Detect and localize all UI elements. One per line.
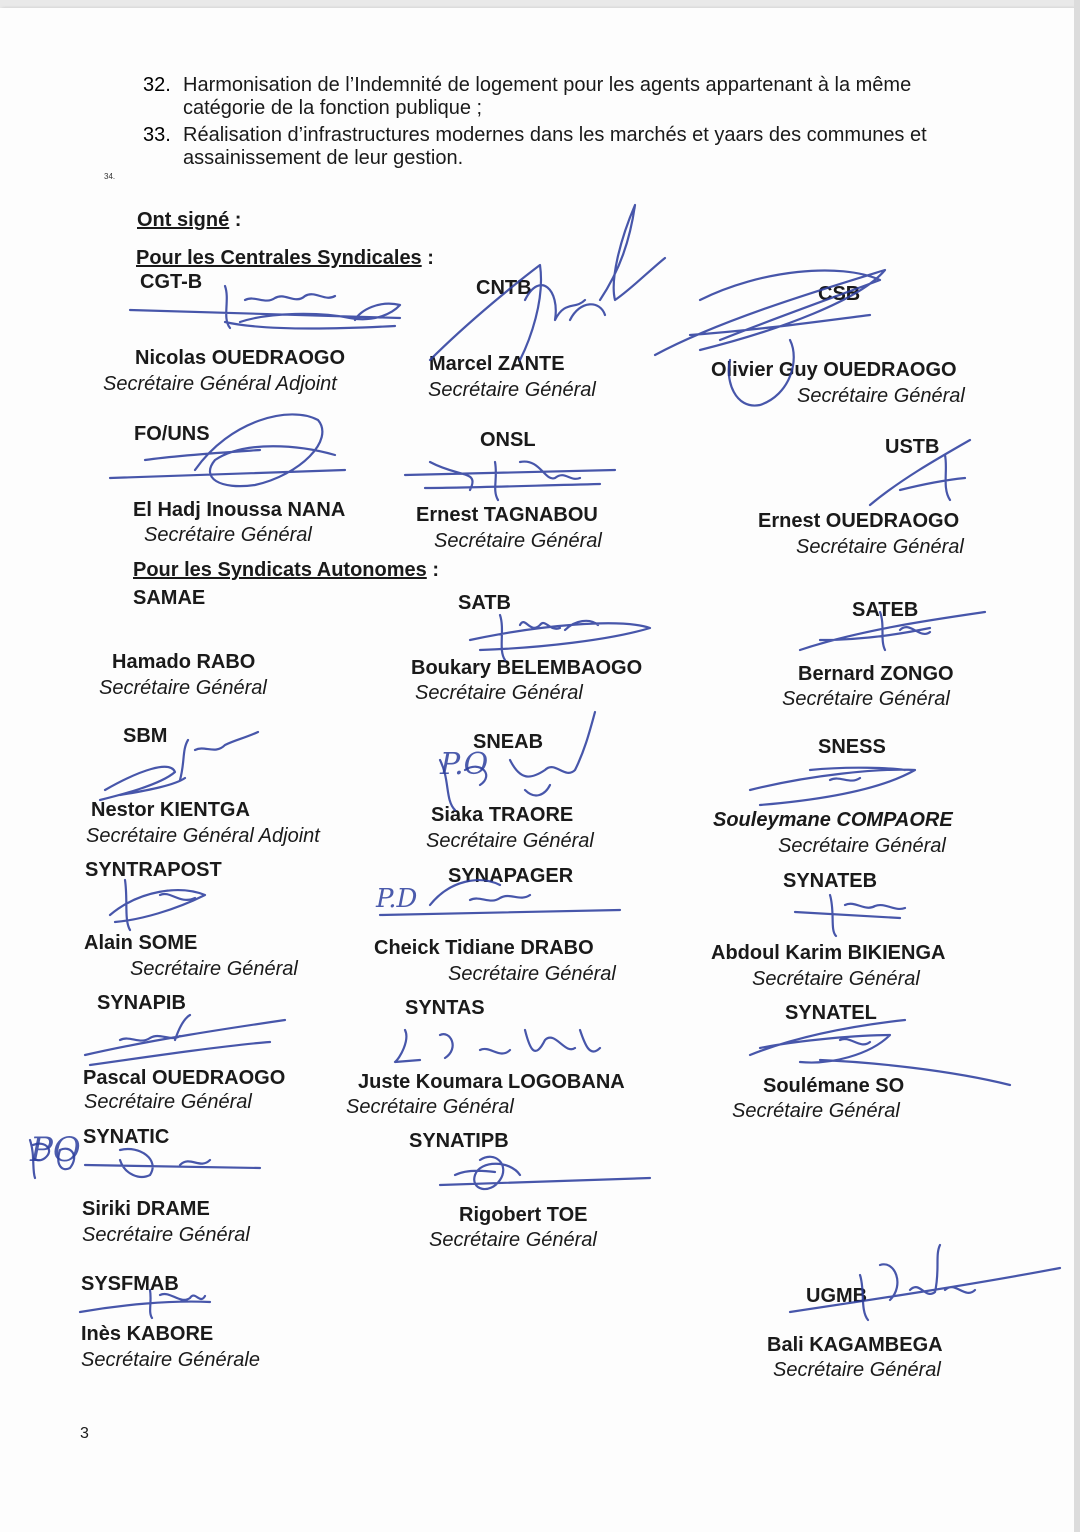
signatory-name: Abdoul Karim BIKIENGA bbox=[711, 942, 946, 964]
signatory-title: Secrétaire Général bbox=[732, 1100, 900, 1122]
signatory-name: Siaka TRAORE bbox=[431, 804, 574, 826]
signatory-name: Bernard ZONGO bbox=[798, 663, 954, 685]
org-label: USTB bbox=[885, 436, 940, 458]
org-label: SYNATIC bbox=[83, 1126, 170, 1148]
list-number: 33. bbox=[143, 124, 171, 146]
signatory-title: Secrétaire Général bbox=[434, 530, 602, 552]
signatory-name: Siriki DRAME bbox=[82, 1198, 210, 1220]
signatory-title: Secrétaire Général bbox=[346, 1096, 514, 1118]
margin-mark: 34. bbox=[104, 172, 116, 181]
signatory-title: Secrétaire Général bbox=[82, 1224, 250, 1246]
signatory-name: Pascal OUEDRAOGO bbox=[83, 1067, 286, 1089]
signatory-title: Secrétaire Général bbox=[778, 835, 946, 857]
org-label: SYNATEL bbox=[785, 1002, 877, 1024]
page-number: 3 bbox=[80, 1425, 89, 1442]
org-label: CNTB bbox=[476, 277, 532, 299]
signatory-title: Secrétaire Général bbox=[797, 385, 965, 407]
page-edge bbox=[1074, 0, 1080, 1532]
signed-heading: Ont signé : bbox=[137, 209, 242, 231]
org-label: SYSFMAB bbox=[81, 1273, 179, 1295]
signatory-title: Secrétaire Général Adjoint bbox=[103, 373, 337, 395]
signatory-title: Secrétaire Général bbox=[796, 536, 964, 558]
handwritten-po-mark: P.D bbox=[376, 884, 418, 914]
signatory-title: Secrétaire Général bbox=[429, 1229, 597, 1251]
org-label: FO/UNS bbox=[134, 423, 210, 445]
centrales-heading: Pour les Centrales Syndicales : bbox=[136, 247, 434, 269]
signatory-name: Marcel ZANTE bbox=[429, 353, 565, 375]
signatory-name: Ernest TAGNABOU bbox=[416, 504, 598, 526]
handwritten-po-mark: PO bbox=[30, 1130, 81, 1170]
list-item-text: Harmonisation de l’Indemnité de logement pour les agents appartenant à la même catégorie de la fonction publique ; bbox=[183, 74, 912, 119]
org-label: SBM bbox=[123, 725, 168, 747]
org-label: SYNAPIB bbox=[97, 992, 186, 1014]
signatory-title: Secrétaire Général bbox=[773, 1359, 941, 1381]
signatory-title: Secrétaire Général bbox=[84, 1091, 252, 1113]
signatory-title: Secrétaire Général bbox=[782, 688, 950, 710]
signatory-name: Alain SOME bbox=[84, 932, 198, 954]
signatory-name: Nestor KIENTGA bbox=[91, 799, 250, 821]
signatory-title: Secrétaire Général bbox=[144, 524, 312, 546]
signatory-title: Secrétaire Général bbox=[99, 677, 267, 699]
org-label: SYNAPAGER bbox=[448, 865, 574, 887]
document-page bbox=[0, 8, 1074, 1532]
signatory-name: Inès KABORE bbox=[81, 1323, 214, 1345]
signatory-title: Secrétaire Général bbox=[426, 830, 594, 852]
signatory-title: Secrétaire Général bbox=[130, 958, 298, 980]
signatory-name: Ernest OUEDRAOGO bbox=[758, 510, 960, 532]
signatory-name: Souleymane COMPAORE bbox=[713, 809, 953, 831]
signatory-name: Bali KAGAMBEGA bbox=[767, 1334, 943, 1356]
org-label: SATB bbox=[458, 592, 511, 614]
signatory-name: Rigobert TOE bbox=[459, 1204, 588, 1226]
org-label: SYNTAS bbox=[405, 997, 485, 1019]
handwritten-po-mark: P.O bbox=[440, 747, 489, 782]
org-label: SATEB bbox=[852, 599, 919, 621]
signatory-title: Secrétaire Générale bbox=[81, 1349, 260, 1371]
signatory-title: Secrétaire Général bbox=[752, 968, 920, 990]
list-item-text: Réalisation d’infrastructures modernes dans les marchés et yaars des communes et assainissement de leur gestion. bbox=[183, 124, 927, 169]
signatory-name: Hamado RABO bbox=[112, 651, 256, 673]
org-label: CGT-B bbox=[140, 271, 203, 293]
signatory-title: Secrétaire Général bbox=[415, 682, 583, 704]
org-label: SYNTRAPOST bbox=[85, 859, 222, 881]
org-label: UGMB bbox=[806, 1285, 868, 1307]
signatory-name: Juste Koumara LOGOBANA bbox=[358, 1071, 625, 1093]
org-label: SAMAE bbox=[133, 587, 206, 609]
signatory-title: Secrétaire Général bbox=[448, 963, 616, 985]
signatory-title: Secrétaire Général Adjoint bbox=[86, 825, 320, 847]
signatory-name: Soulémane SO bbox=[763, 1075, 905, 1097]
org-label: SYNATEB bbox=[783, 870, 878, 892]
signatory-name: El Hadj Inoussa NANA bbox=[133, 499, 346, 521]
signatory-name: Olivier Guy OUEDRAOGO bbox=[711, 359, 957, 381]
signatory-name: Nicolas OUEDRAOGO bbox=[135, 347, 346, 369]
signatory-title: Secrétaire Général bbox=[428, 379, 596, 401]
org-label: SNESS bbox=[818, 736, 886, 758]
signatory-name: Cheick Tidiane DRABO bbox=[374, 937, 594, 959]
org-label: SYNATIPB bbox=[409, 1130, 509, 1152]
org-label: SNEAB bbox=[473, 731, 544, 753]
org-label: ONSL bbox=[480, 429, 536, 451]
signatory-name: Boukary BELEMBAOGO bbox=[411, 657, 643, 679]
list-number: 32. bbox=[143, 74, 171, 96]
org-label: CSB bbox=[818, 283, 861, 305]
autonomes-heading: Pour les Syndicats Autonomes : bbox=[133, 559, 440, 581]
